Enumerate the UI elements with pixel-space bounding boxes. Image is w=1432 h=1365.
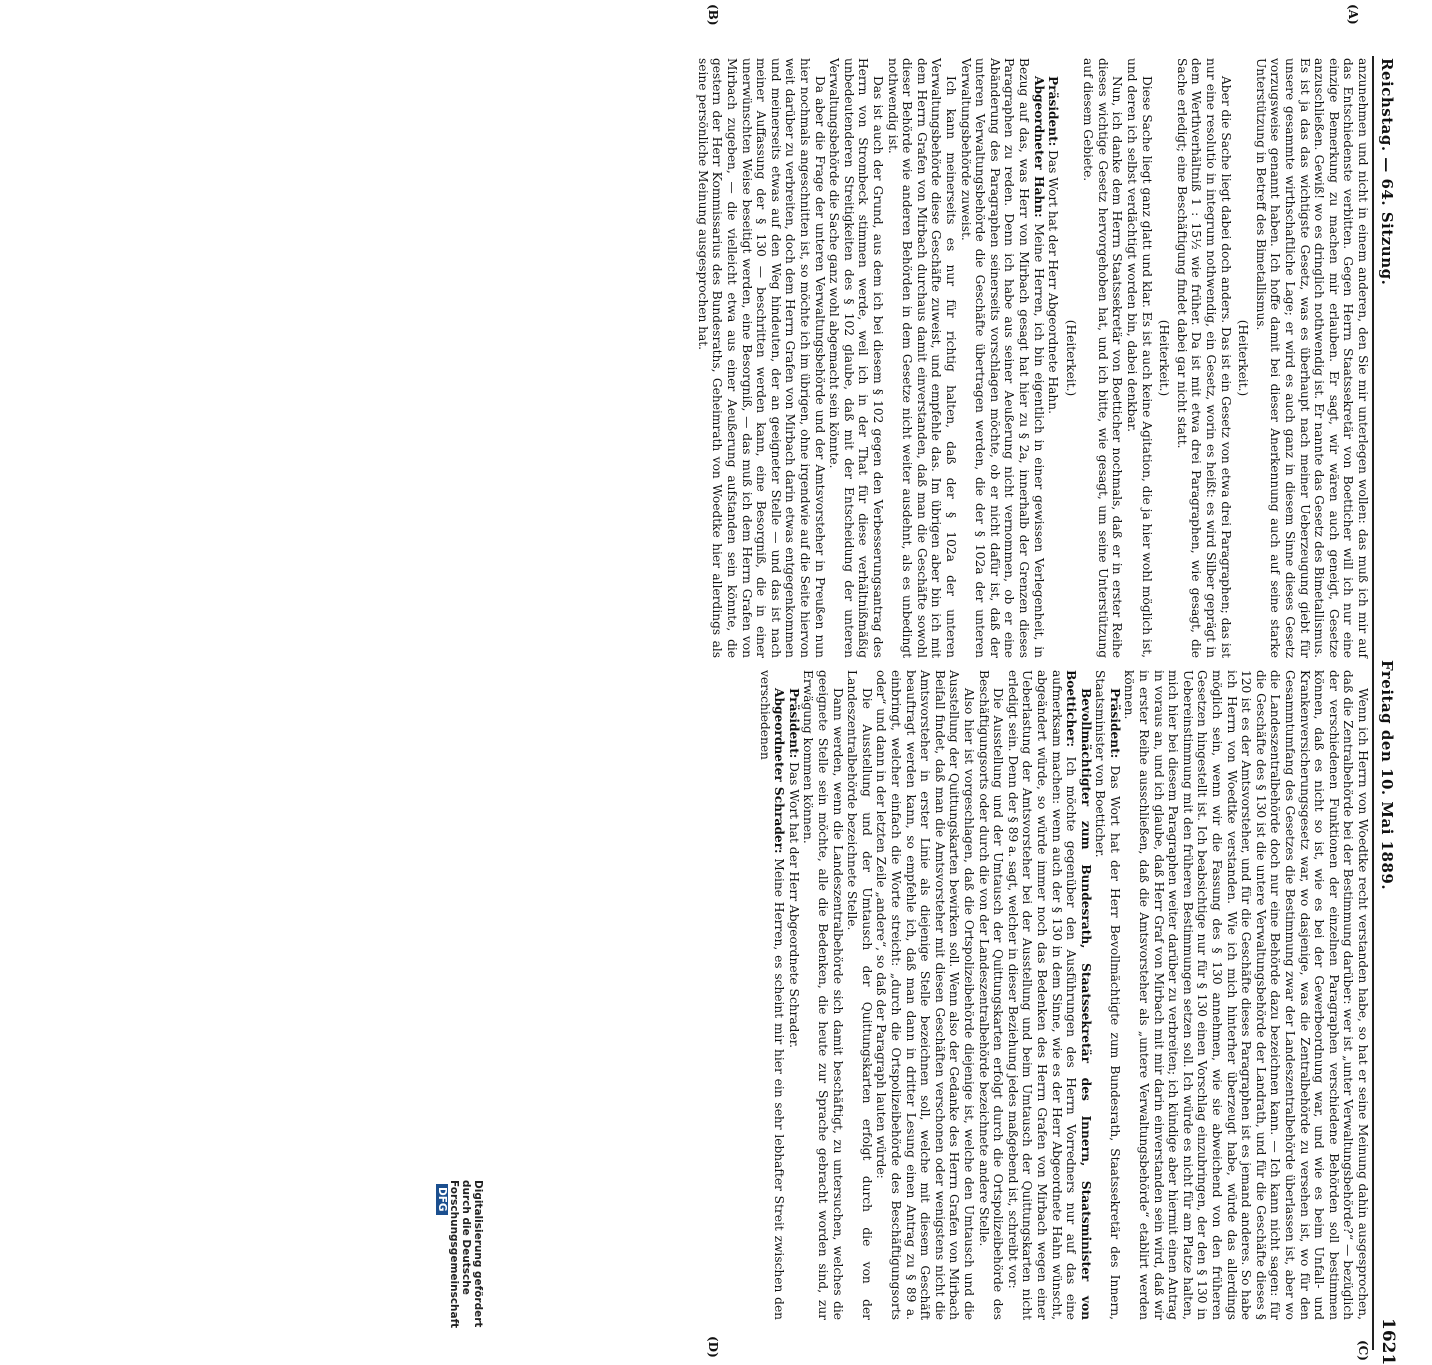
header-rule-right (1372, 660, 1374, 1350)
speech-block (1005, 670, 1093, 1320)
speech-block (958, 58, 1046, 658)
speech-text: Das Wort hat der Herr Bevollmächtigte zum Bundesrath, Staatssekretär des Innern, Staatsminister von Boetticher. (1093, 670, 1122, 1320)
margin-marker-d: (D) (706, 1336, 720, 1358)
margin-marker-b: (B) (706, 4, 720, 26)
paragraph: anzunehmen und nicht in einem anderen, den Sie mir unterlegen wollen: das muß ich mir auf das Entschiedenste verbitten. Gegen Herrn Staatssekretär von Boetticher will ich nur eine einzige Bemerkung zu machen mir erlauben. Er sagt, wir wären auch geneigt, Gesetze anzuschließen. Gewiß! wo es dringlich nothwendig ist. Er nannte das Gesetz des Bimetallismus. Es ist ja das das wichtigste Gesetz, was es überhaupt nach meiner Ueberzeugung giebt für unsere gesammte wirthschaftliche Lage; er wird es auch ganz in diesem Sinne dieses Gesetz vorzugsweise genannt haben. Ich hoffe damit bei dieser Anerkennung auch auf seine starke Unterstützung in Betreff des Bimetallismus. (1253, 58, 1370, 658)
paragraph: Ich kann meinerseits es nur für richtig halten, daß der § 102a der unteren Verwaltungsbehörde diese Geschäfte zuweist, und empfehle das. Im übrigen aber bin ich mit dem Herrn Grafen von Mirbach durchaus damit einverstanden, daß man die Geschäfte sowohl dieser Behörde wie anderen Behörden in dem Gesetze nicht weiter ausdehnt, als es unbedingt nothwendig ist. (885, 58, 958, 658)
stage-direction: (Heiterkeit.) (1236, 319, 1251, 397)
margin-marker-c: (C) (1356, 1340, 1370, 1361)
speaker-name: Präsident: (786, 688, 801, 759)
speech-text: Ich möchte gegenüber den Ausführungen des Herrn Vorredners nur auf das eine aufmerksam machen: wenn auch der § 130 in dem Sinne, wie es der Herr Abgeordnete Hahn wünscht, abgeändert würde, so würde immer noch das Bedenken des Herrn Grafen von Mirbach wegen einer Ueberlastung der Amtsvorsteher bei der Ausstellung und beim Umtausch der Quittungskarten nicht erledigt sein. Denn der § 89 a. sagt, welcher in dieser Beziehung jedes maßgebend ist, schreibt vor: (1005, 670, 1079, 1320)
speaker-name: Präsident: (1107, 688, 1122, 759)
paragraph: Da aber die Frage der unteren Verwaltungsbehörde und der Amtsvorsteher in Preußen nun hier nochmals angeschnitten ist, so möchte ich im übrigen, ohne irgendwie auf die Seite hiervon weit darüber zu verbreiten, doch dem Herrn Grafen von Mirbach darin etwas entgegenkommen und meinerseits etwas auf den Weg hindeuten, der an geeigneter Stelle — und das ist nach meiner Auffassung der § 130 — beschritten werden kann, eine Besorgniß, die in einer unerwünschten Weise beseitigt werden, eine Besorgniß, — das muß ich dem Herrn Grafen von Mirbach zugeben, — die vielleicht etwa aus einer Aeußerung aufstanden sein könnte, die gestern der Herr Kommissarius des Bundesraths, Geheimrath von Woedtke hier allerdings als seine persönliche Meinung ausgesprochen hat. (695, 58, 827, 658)
stage-direction: (Heiterkeit.) (1063, 319, 1078, 397)
digitization-credit (436, 1180, 484, 1328)
speech-block (786, 670, 801, 1320)
header-rule-left (1372, 56, 1374, 662)
running-title: Reichstag. — 64. Sitzung. (1378, 58, 1396, 286)
speech-text: Meine Herren, ich bin eigentlich in einer gewissen Verlegenheit, in Bezug auf das, was Herr von Mirbach gesagt hat hier zu § 2a, innerhalb der Grenzen dieses Paragraphen zu reden. Denn ich habe aus seiner Aeußerung nicht vernommen, ob er eine Abänderung des Paragraphen seinerseits vorschlagen möchte, ob er nicht dafür ist, daß der unteren Verwaltungsbehörde die Geschäfte übertragen werden, die der § 102a der unteren Verwaltungsbehörde zuweist. (958, 58, 1046, 659)
page-header (1378, 0, 1432, 1365)
quoted-paragraph: Die Ausstellung und der Umtausch der Quittungskarten erfolgt durch die Ortspolizeibehörde des Beschäftigungsorts oder durch die von der Landeszentralbehörde bezeichnete andere Stelle. (976, 670, 1006, 1320)
speech-text: Das Wort hat der Herr Abgeordnete Hahn. (1046, 150, 1061, 414)
speaker-name: Präsident: (1046, 76, 1061, 147)
paragraph: Das ist auch der Grund, aus dem ich bei diesem § 102 gegen den Verbesserungsantrag des Herrn von Strombeck stimmen werde, weil ich in der That für diese verhältnißmäßig unbedeutenderen Streitigkeiten des § 102 glaube, daß mit der Entscheidung der unteren Verwaltungsbehörde die Sache ganz wohl abgemacht sein könnte. (827, 58, 885, 658)
speaker-name: Abgeordneter Hahn: (1031, 76, 1046, 218)
speaker-name: Abgeordneter Schrader: (772, 688, 787, 854)
paragraph: Aber die Sache liegt dabei doch anders. Das ist ein Gesetz von etwa drei Paragraphen; das ist nur eine resolutio in integrum nothwendig, ein Gesetz, worin es heißt: es wird Silber geprägt in dem Werthverhältniß 1 : 15½ wie früher. Da ist mit etwa drei Paragraphen, wie gesagt, die Sache erledigt; eine Beschäftigung findet dabei gar nicht statt. (1174, 58, 1233, 658)
stage-direction: (Heiterkeit.) (1157, 319, 1172, 397)
right-column (757, 670, 1370, 1320)
paragraph: Nun, ich danke dem Herrn Staatssekretär von Boetticher nochmals, daß er in erster Reihe dieses wichtige Gesetz hervorgehoben hat, und ich bitte, wie gesagt, um seine Unterstützung auf diesem Gebiete. (1081, 58, 1125, 658)
speech-text: Das Wort hat der Herr Abgeordnete Schrader. (786, 762, 801, 1049)
margin-marker-a: (A) (1346, 4, 1360, 25)
paragraph: Wenn ich Herrn von Woedtke recht verstanden habe, so hat er seine Meinung dahin ausgesprochen, daß die Zentralbehörde bei der Bestimmung darüber: wer ist „unter Verwaltungsbehörde?“ — bezüglich der verschiedenen Funktionen der einzelnen Paragraphen verschiedene Behörden soll bestimmen können, daß es nicht so ist, wie es bei der Gewerbeordnung war, und wie es beim Unfall- und Krankenversicherungsgesetz war, wo dasjenige, was die Zentralbehörde zu versehen ist, wo für den Gesammtumfang des Gesetzes die Bestimmung zwar der Landeszentralbehörde überlassen ist, aber wo die Landeszentralbehörde doch nur eine Behörde dazu bezeichnen kann. — Ich kann nicht sagen: für die Geschäfte des § 130 ist die untere Verwaltungsbehörde der Landrath, und für die Geschäfte dieses § 120 ist es der Amtsvorsteher, und für die Geschäfte dieses Paragraphen ist es jemand anderes. So habe ich Herrn von Woedtke verstanden. Wie ich mich hinterher überzeugt habe, würde das allerdings möglich sein, wenn wir die Fassung des § 130 annehmen, wie sie abweichend von den früheren Gesetzen hingestellt ist. Ich beabsichtige nur für § 130 einen Vorschlag einzubringen, der den § 130 in Uebereinstimmung mit den früheren Bestimmungen setzen soll. Ich würde es nicht für am Platze halten, mich hier bei diesem Paragraphen weiter darüber zu verbreiten; ich kündige aber hiermit einen Antrag in voraus an, und ich glaube, daß Herr Graf von Mirbach mit mir darin einverstanden sein wird, daß wir in erster Reihe ausschließen, daß die Amtsvorsteher als „untere Verwaltungsbehörde“ etablirt werden können. (1122, 670, 1370, 1320)
dfg-badge: DFG (436, 1184, 448, 1215)
speech-block (1046, 58, 1061, 658)
speaker-name: Bevollmächtigter zum Bundesrath, Staatssekretär des Innern, Staatsminister von Boetticher: (1064, 670, 1093, 1320)
page-number: 1621 (1378, 1318, 1398, 1365)
quoted-paragraph: Die Ausstellung und der Umtausch der Quittungskarten erfolgt durch die von der Landeszentralbehörde bezeichnete Stelle. (845, 670, 874, 1320)
session-date: Freitag den 10. Mai 1889. (1378, 660, 1396, 891)
left-column (695, 58, 1370, 658)
speech-block (757, 670, 786, 1320)
paragraph: Dann werden, wenn die Landeszentralbehörde sich damit beschäftigt, zu untersuchen, welches die geeignete Stelle sein möchte, alle die Bedenken, die heute zur Sprache gebracht worden sind, zur Erwägung kommen können. (801, 670, 845, 1320)
paragraph: Also hier ist vorgeschlagen, daß die Ortspolizeibehörde diejenige ist, welche den Umtausch und die Ausstellung der Quittungskarten bewirken soll. Wenn also der Gedanke des Herrn Grafen von Mirbach Beifall findet, daß man die Amtsvorsteher mit diesen Geschäften verschonen oder wenigstens nicht die Amtsvorsteher in erster Linie als diejenige Stelle bezeichnen soll, welche mit diesem Geschäft beauftragt werden kann, so empfehle ich, daß man dann in dritter Lesung einen Antrag zu § 89 a. einbringt, welcher einfach die Worte streicht: „durch die Ortspolizeibehörde des Beschäftigungsorts oder“ und dann in der letzten Zeile „andere“, so daß der Paragraph lauten würde: (874, 670, 976, 1320)
credit-text: Digitalisierung gefördert durch die Deutsche Forschungsgemeinschaft (448, 1180, 484, 1329)
speech-block (1093, 670, 1122, 1320)
speech-text: Meine Herren, es scheint mir hier ein sehr lebhafter Streit zwischen den verschiedenen (757, 670, 787, 1321)
paragraph: Diese Sache liegt ganz glatt und klar. Es ist auch keine Agitation, die ja hier wohl möglich ist, und deren ich selbst verdächtigt worden bin, dabei denkbar. (1125, 58, 1154, 658)
